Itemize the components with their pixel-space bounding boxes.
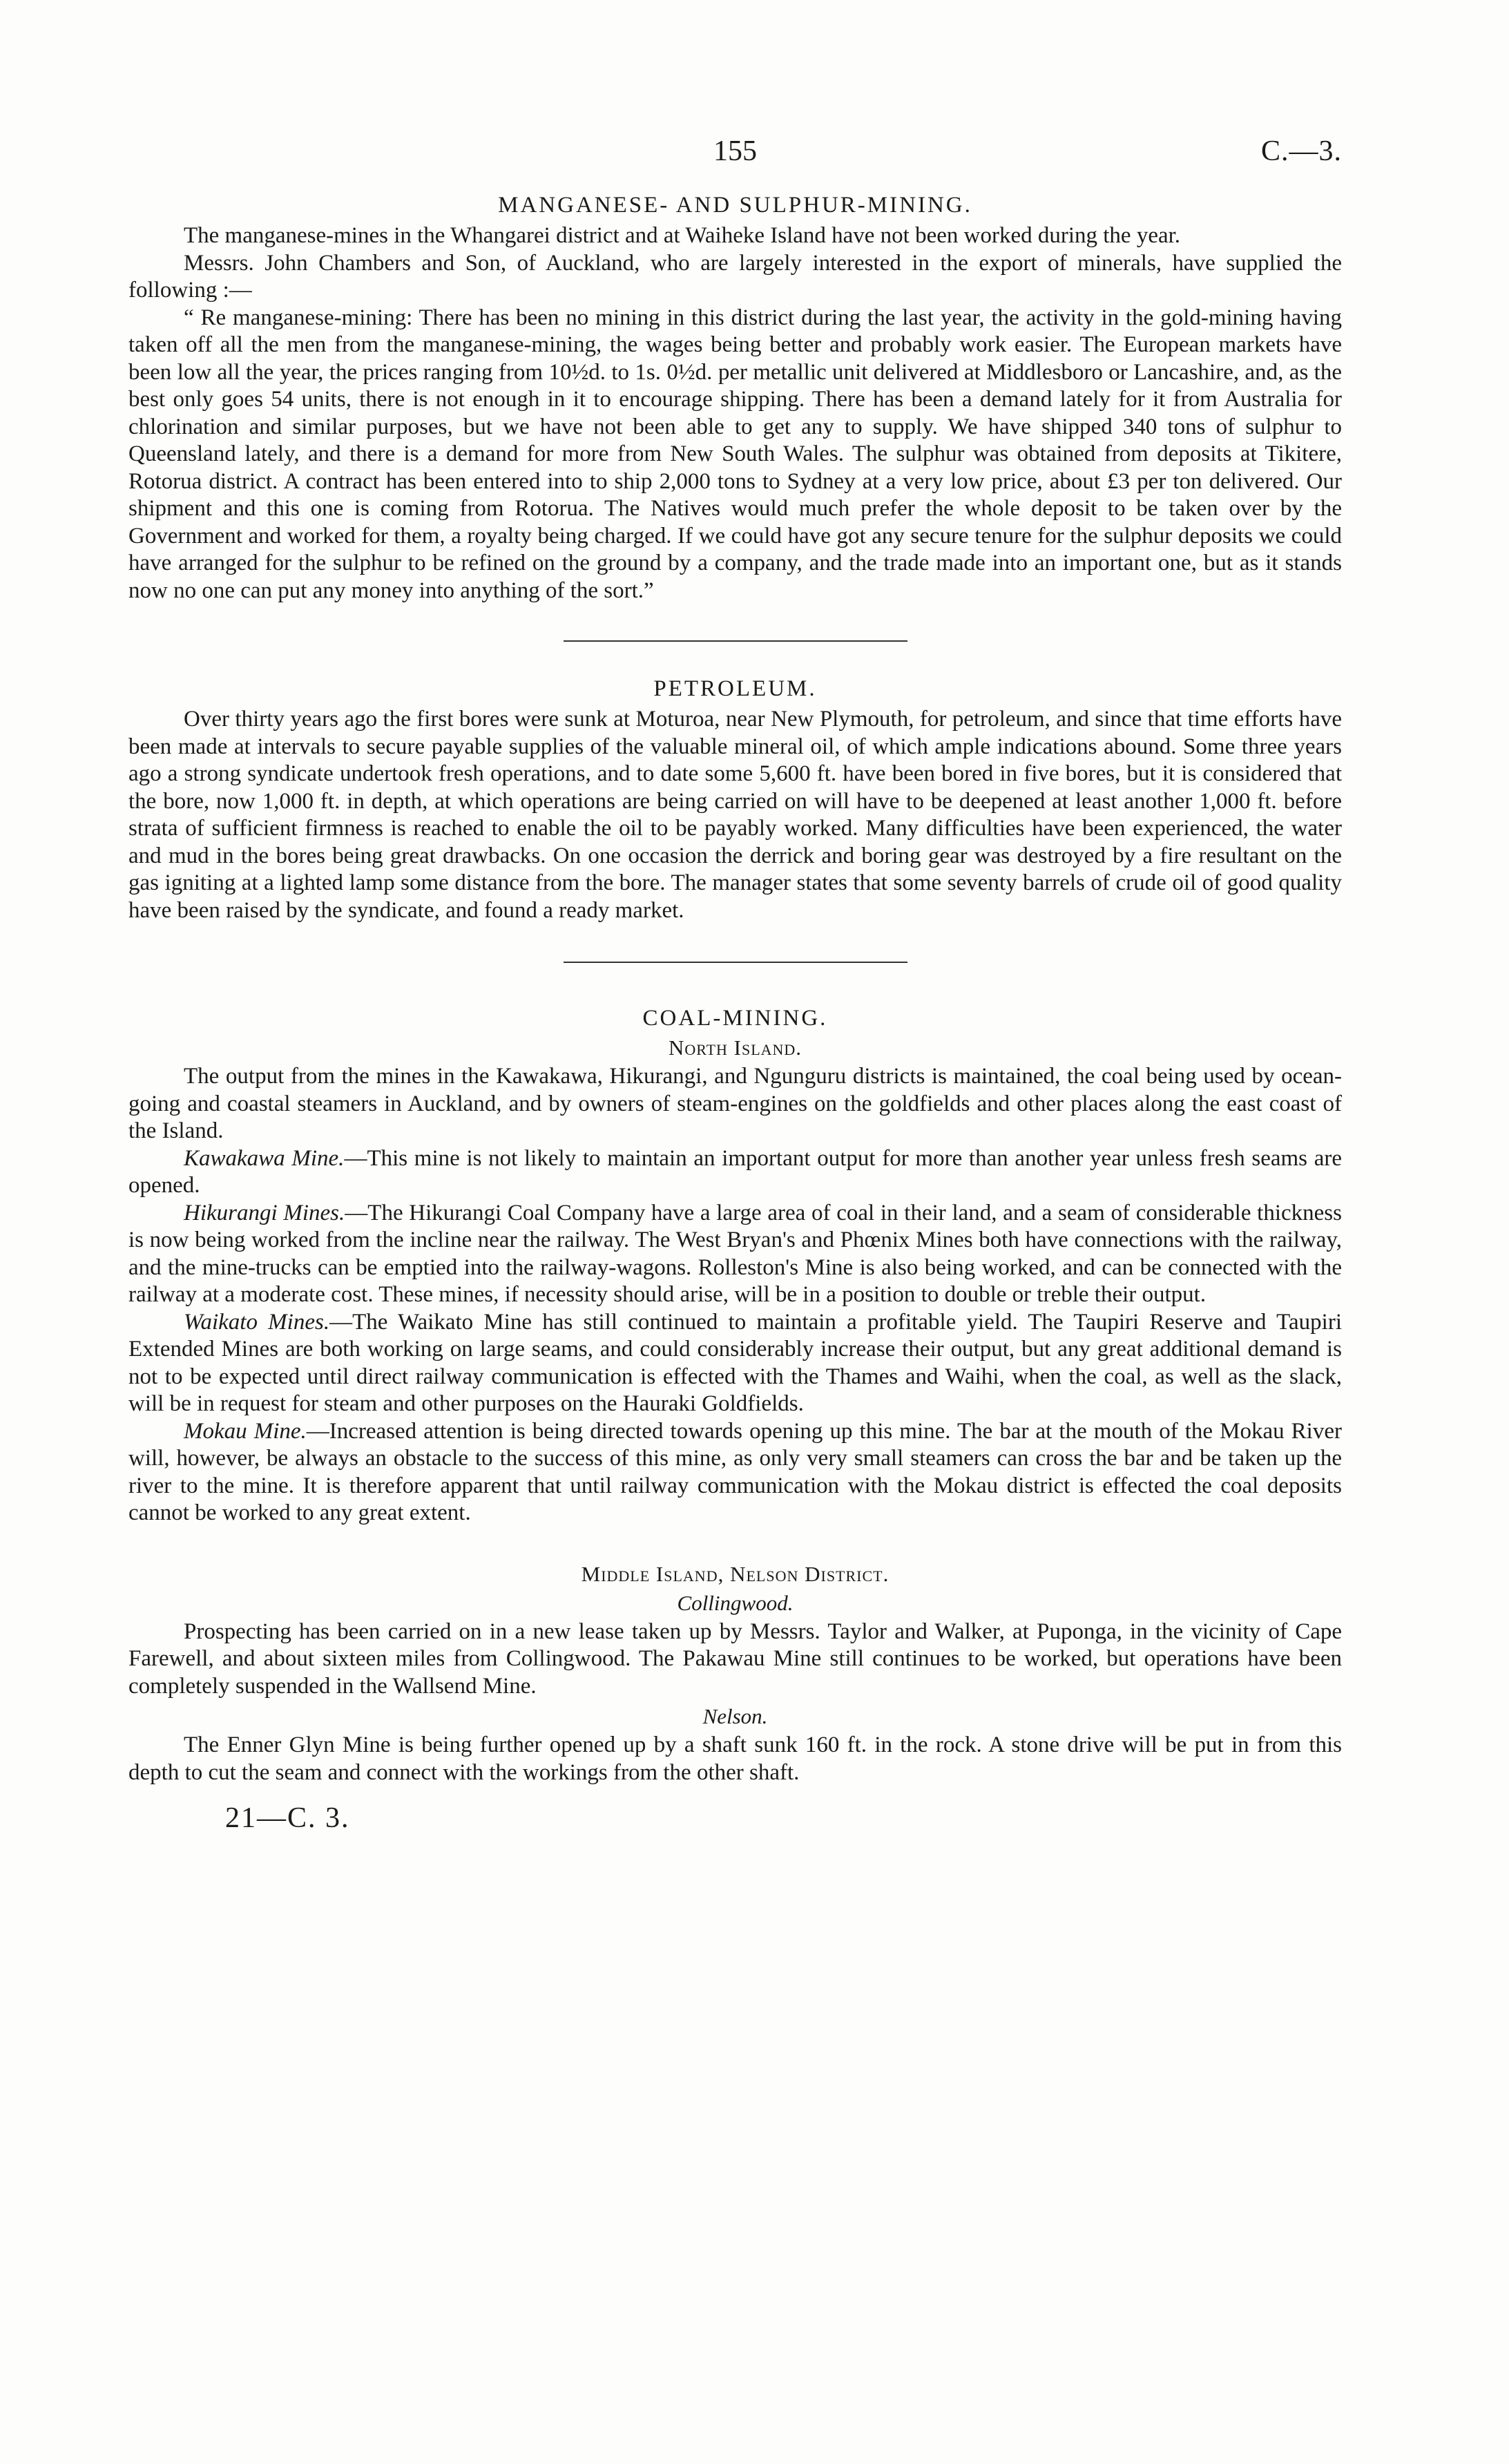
mine-paragraph-hikurangi (128, 1200, 1342, 1309)
mine-paragraph-waikato (128, 1309, 1342, 1418)
manganese-section (128, 193, 1342, 604)
petroleum-heading: PETROLEUM. (653, 676, 817, 701)
coal-section (128, 1006, 1342, 1786)
mine-text-kawakawa: —This mine is not likely to maintain an important output for more than another year unless fresh seams are opened. (128, 1145, 1343, 1198)
section-divider (564, 640, 907, 642)
document-reference: C.—3. (1260, 135, 1342, 167)
manganese-quote-paragraph: “ Re manganese-mining: There has been no mining in this district during the last year, the activity in the gold-mining having taken off all the men from the manganese-mining, the wages being better and probably work easier. The European markets have been low all the year, the prices ranging from 10½d. to 1s. 0½d. per metallic unit delivered at Middlesboro or Lancashire, and, as the best only goes 54 units, there is not enough in it to encourage shipping. There has been a demand lately for it from Australia for chlorination and similar purposes, but we have not been able to get any to supply. We have shipped 340 tons of sulphur to Queensland lately, and there is a demand for more from New South Wales. The sulphur was obtained from deposits at Tikitere, Rotorua district. A contract has been entered into to ship 2,000 tons to Sydney at a very low price, about £3 per ton delivered. Our shipment and this one is coming from Rotorua. The Natives would much prefer the whole deposit to be taken over by the Government and worked for them, a royalty being charged. If we could have got any secure tenure for the sulphur deposits we could have arranged for the sulphur to be refined on the ground by a company, and the trade made into an important one, but as it stands now no one can put any money into anything of the sort.” (128, 305, 1342, 603)
middle-island-subheading: Middle Island, Nelson District. (581, 1561, 890, 1586)
spacer (128, 1527, 1342, 1558)
mine-name-mokau: Mokau Mine. (184, 1418, 307, 1444)
section-divider (564, 962, 907, 963)
nelson-subheading: Nelson. (702, 1704, 768, 1728)
north-island-subheading: North Island. (668, 1035, 802, 1060)
collingwood-paragraph: Prospecting has been carried on in a new lease taken up by Messrs. Taylor and Walker, at Puponga, in the vicinity of Cape Farewell, and about sixteen miles from Collingwood. The Pakawau Mine still continues to be worked, but operations have been completely suspended in the Wallsend Mine. (128, 1618, 1342, 1699)
page-number: 155 (713, 135, 757, 167)
petroleum-section (128, 676, 1342, 924)
mine-text-waikato: —The Waikato Mine has still continued to maintain a profitable yield. The Taupiri Reserve and Taupiri Extended Mines are both working on large seams, and could considerably increase their output, but any great additional demand is not to be expected until direct railway communication is effected with the Thames and Waihi, when the coal, as well as the slack, will be in request for steam and other purposes on the Hauraki Goldfields. (128, 1309, 1342, 1416)
north-island-intro: The output from the mines in the Kawakawa, Hikurangi, and Ngunguru districts is maintained, the coal being used by ocean-going and coastal steamers in Auckland, and by owners of steam-engines on the goldfields and other places along the east coast of the Island. (128, 1064, 1342, 1143)
mine-text-mokau: —Increased attention is being directed towards opening up this mine. The bar at the mouth of the Mokau River will, however, be always an obstacle to the success of this mine, as only very small steamers can cross the bar and be taken up the river to the mine. It is therefore apparent that until railway communication with the Mokau district is effected the coal deposits cannot be worked to any great extent. (128, 1418, 1342, 1525)
signature-mark: 21—C. 3. (225, 1802, 350, 1834)
coal-heading: COAL-MINING. (642, 1006, 828, 1031)
mine-paragraph-mokau (128, 1418, 1342, 1527)
mine-text-hikurangi: —The Hikurangi Coal Company have a large area of coal in their land, and a seam of considerable thickness is now being worked from the incline near the railway. The West Bryan's and Phœnix Mines both have connections with the railway, and the mine-trucks can be emptied into the railway-wagons. Rolleston's Mine is also being worked, and can be connected with the railway at a moderate cost. These mines, if necessity should arise, will be in a position to double or treble their output. (128, 1200, 1342, 1307)
page-header (128, 135, 1342, 190)
mine-paragraph-kawakawa (128, 1145, 1342, 1200)
document-page (128, 135, 1342, 1835)
mine-name-kawakawa: Kawakawa Mine. (184, 1145, 345, 1171)
petroleum-paragraph: Over thirty years ago the first bores were sunk at Moturoa, near New Plymouth, for petroleum, and since that time efforts have been made at intervals to secure payable supplies of the valuable mineral oil, of which ample indications abound. Some three years ago a strong syndicate undertook fresh operations, and to date some 5,600 ft. have been bored in five bores, but it is considered that the bore, now 1,000 ft. in depth, at which operations are being carried on will have to be deepened at least another 1,000 ft. before strata of sufficient firmness is reached to enable the oil to be payably worked. Many difficulties have been experienced, the water and mud in the bores being great drawbacks. On one occasion the derrick and boring gear was destroyed by a fire resultant on the gas igniting at a lighted lamp some distance from the bore. The manager states that some seventy barrels of crude oil of good quality have been raised by the syndicate, and found a ready market. (128, 707, 1342, 923)
manganese-heading: MANGANESE- AND SULPHUR-MINING. (498, 193, 972, 218)
collingwood-subheading: Collingwood. (677, 1590, 794, 1615)
mine-name-waikato: Waikato Mines. (184, 1309, 330, 1335)
nelson-paragraph: The Enner Glyn Mine is being further opened up by a shaft sunk 160 ft. in the rock. A stone drive will be put in from this depth to cut the seam and connect with the workings from the other shaft. (128, 1732, 1342, 1785)
manganese-paragraph-1: The manganese-mines in the Whangarei district and at Waiheke Island have not been worked during the year. (184, 223, 1181, 248)
manganese-paragraph-2: Messrs. John Chambers and Son, of Auckland, who are largely interested in the export of minerals, have supplied the following :— (128, 250, 1342, 303)
mine-name-hikurangi: Hikurangi Mines. (184, 1200, 345, 1225)
